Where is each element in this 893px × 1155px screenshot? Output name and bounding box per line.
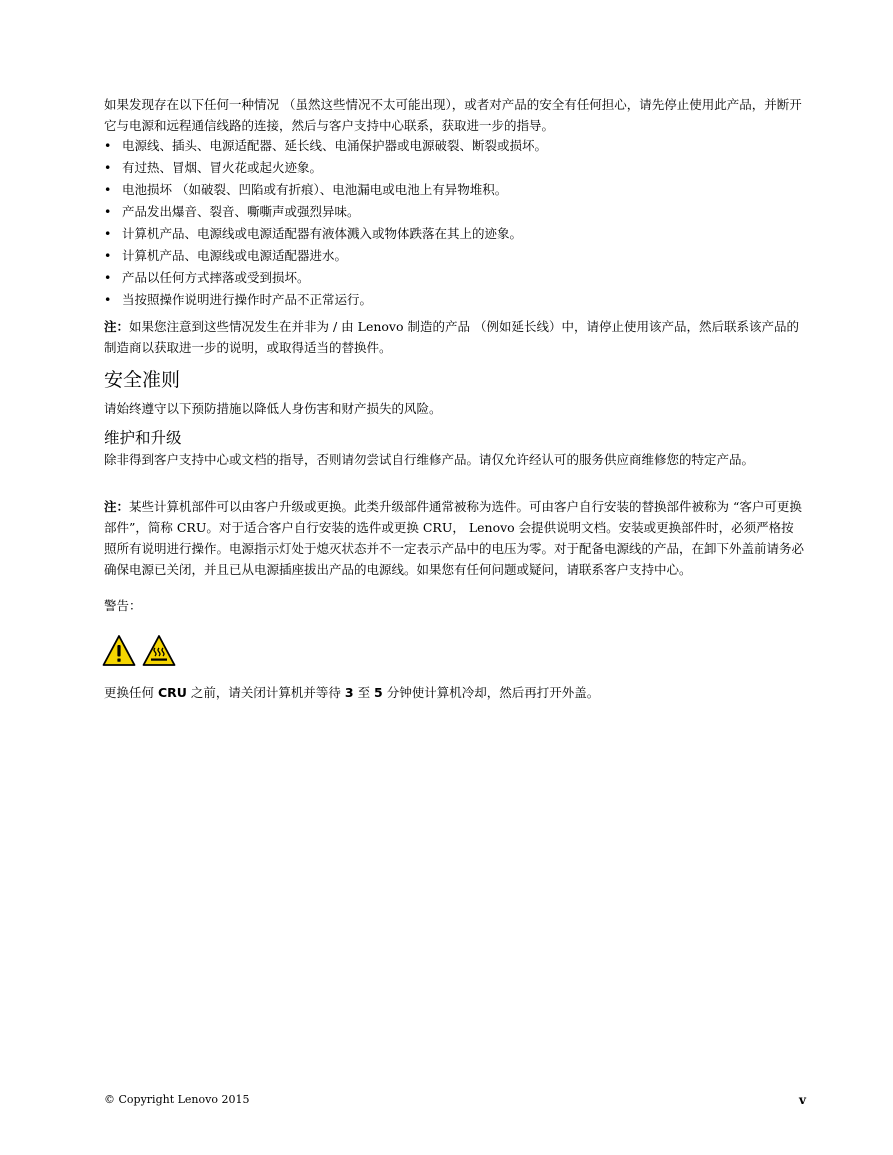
maintenance-paragraph: 除非得到客户支持中心或文档的指导，否则请勿尝试自行维修产品。请仅允许经认可的服务供应商维修您的特定产品。 — [104, 452, 755, 467]
page-number: v — [799, 1093, 806, 1107]
list-item: • 电池损坏 （如破裂、凹陷或有折痕）、电池漏电或电池上有异物堆积。 — [104, 179, 806, 201]
bullet-icon: • — [104, 270, 112, 285]
warning-triangle-icon — [102, 634, 136, 668]
note-label: 注： — [104, 319, 130, 334]
copyright: © Copyright Lenovo 2015 — [104, 1093, 250, 1106]
note-label: 注： — [104, 499, 130, 514]
list-item: • 电源线、插头、电源适配器、延长线、电涌保护器或电源破裂、断裂或损坏。 — [104, 135, 806, 157]
list-item: • 产品发出爆音、裂音、嘶嘶声或强烈异味。 — [104, 201, 806, 223]
bullet-icon: • — [104, 182, 112, 197]
note-text: 某些计算机部件可以由客户升级或更换。此类升级部件通常被称为选件。可由客户自行安装的替换部件被称为 “客户可更换部件”，简称 CRU。对于适合客户自行安装的选件或更换 CRU， Lenovo 会提供说明文档。安装或更换部件时，必须严格按照所有说明进行操作。电源指示灯处于熄灭状态并不一定表示产品中的电压为零。对于配备电源线的产品，在卸下外盖前请务必确保电源已关闭，并且已从电源插座拔出产品的电源线。如果您有任何问题或疑问，请联系客户支持中心。 — [104, 499, 805, 577]
bullet-icon: • — [104, 248, 112, 263]
note-text: 如果您注意到这些情况发生在并非为 / 由 Lenovo 制造的产品 （例如延长线）中，请停止使用该产品，然后联系该产品的制造商以获取进一步的说明，或取得适当的替换件。 — [104, 319, 799, 355]
bullet-icon: • — [104, 138, 112, 153]
intro-paragraph: 如果发现存在以下任何一种情况 （虽然这些情况不太可能出现），或者对产品的安全有任何担心，请先停止使用此产品，并断开它与电源和远程通信线路的连接，然后与客户支持中心联系，获取进一步的指导。 — [104, 97, 802, 133]
cooldown-instruction: 更换任何 CRU 之前，请关闭计算机并等待 3 至 5 分钟使计算机冷却，然后再打开外盖。 — [104, 685, 600, 700]
subsection-title: 维护和升级 — [104, 429, 182, 447]
note-extension-cords — [104, 316, 806, 358]
hot-surface-icon — [142, 634, 176, 668]
section-intro: 请始终遵守以下预防措施以降低人身伤害和财产损失的风险。 — [104, 401, 442, 416]
hazard-list — [104, 135, 806, 311]
note-cru — [104, 496, 806, 580]
warning-label: 警告： — [104, 598, 142, 613]
bullet-icon: • — [104, 160, 112, 175]
list-item: • 当按照操作说明进行操作时产品不正常运行。 — [104, 289, 806, 311]
bullet-icon: • — [104, 226, 112, 241]
list-item: • 有过热、冒烟、冒火花或起火迹象。 — [104, 157, 806, 179]
list-item: • 计算机产品、电源线或电源适配器有液体溅入或物体跌落在其上的迹象。 — [104, 223, 806, 245]
list-item: • 产品以任何方式摔落或受到损坏。 — [104, 267, 806, 289]
bullet-icon: • — [104, 292, 112, 307]
bullet-icon: • — [104, 204, 112, 219]
warning-icons — [102, 634, 176, 668]
list-item: • 计算机产品、电源线或电源适配器进水。 — [104, 245, 806, 267]
section-title: 安全准则 — [104, 369, 181, 391]
